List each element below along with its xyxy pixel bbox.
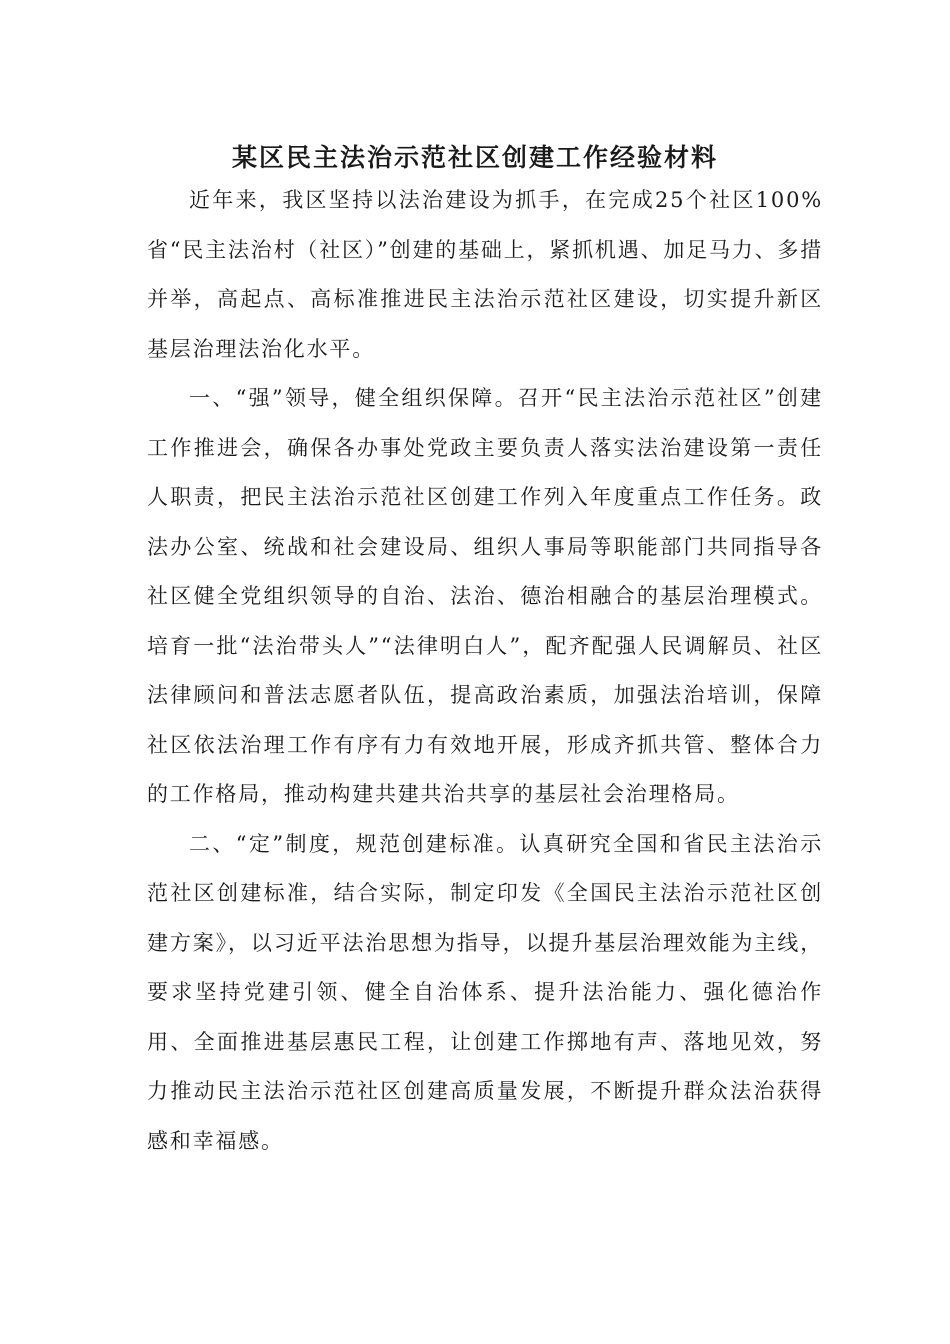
paragraph-section-1: 一、“强”领导，健全组织保障。召开“民主法治示范社区”创建工作推进会，确保各办事处党政主要负责人落实法治建设第一责任人职责，把民主法治示范社区创建工作列入年度重点工作任务。政法办公室、统战和社会建设局、组织人事局等职能部门共同指导各社区健全党组织领导的自治、法治、德治相融合的基层治理模式。培育一批“法治带头人”“法律明白人”，配齐配强人民调解员、社区法律顾问和普法志愿者队伍，提高政治素质，加强法治培训，保障社区依法治理工作有序有力有效地开展，形成齐抓共管、整体合力的工作格局，推动构建共建共治共享的基层社会治理格局。	[147, 386, 823, 806]
paragraph-intro: 近年来，我区坚持以法治建设为抓手，在完成25个社区100%省“民主法治村（社区）”创建的基础上，紧抓机遇、加足马力、多措并举，高起点、高标准推进民主法治示范社区建设，切实提升新区基层治理法治化水平。	[147, 188, 823, 361]
paragraph-section-2: 二、“定”制度，规范创建标准。认真研究全国和省民主法治示范社区创建标准，结合实际，制定印发《全国民主法治示范社区创建方案》，以习近平法治思想为指导，以提升基层治理效能为主线，要求坚持党建引领、健全自治体系、提升法治能力、强化德治作用、全面推进基层惠民工程，让创建工作掷地有声、落地见效，努力推动民主法治示范社区创建高质量发展，不断提升群众法治获得感和幸福感。	[147, 831, 823, 1153]
document-body	[147, 176, 823, 1166]
document-title: 某区民主法治示范社区创建工作经验材料	[231, 143, 718, 172]
